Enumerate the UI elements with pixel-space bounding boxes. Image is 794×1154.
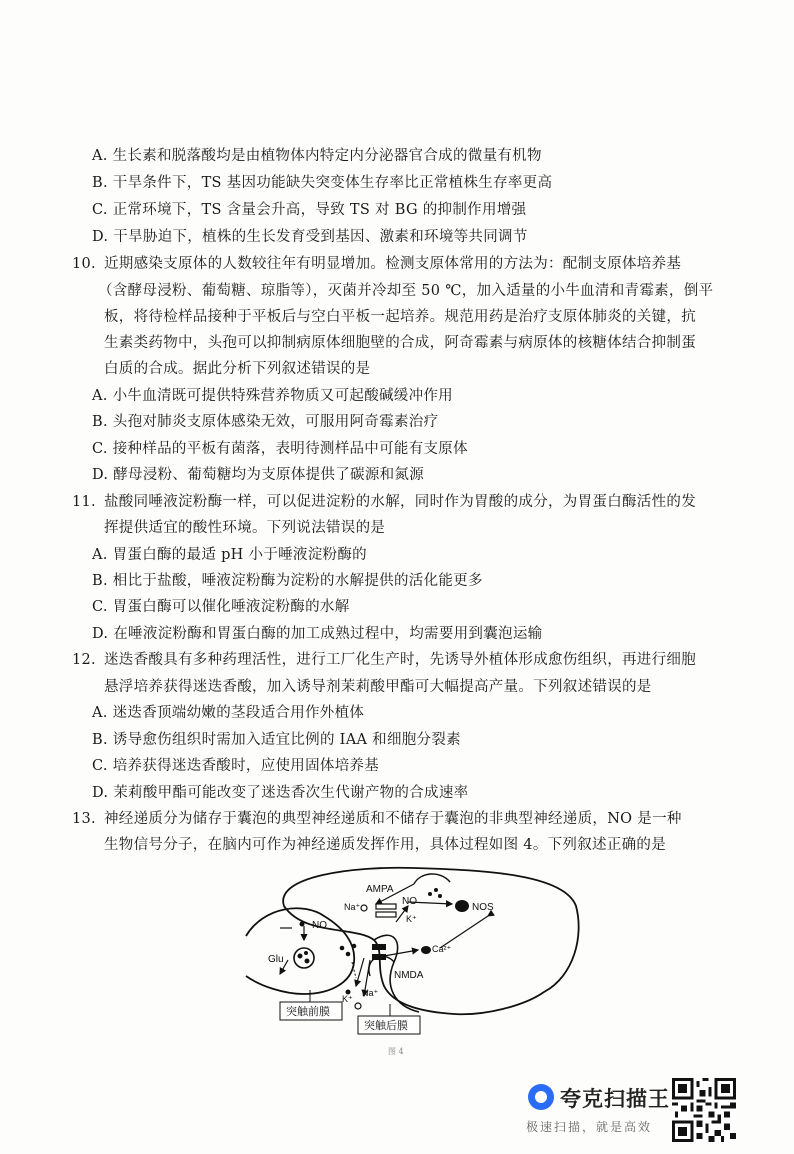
q12-option-a: A. 迷迭香顶端幼嫩的茎段适合用作外植体 <box>92 705 365 721</box>
q11-stem-line: 挥提供适宜的酸性环境。下列说法错误的是 <box>104 520 386 536</box>
q11-option-d: D. 在唾液淀粉酶和胃蛋白酶的加工成熟过程中，均需要用到囊泡运输 <box>92 626 543 642</box>
q12-stem-line: 迷迭香酸具有多种药理活性，进行工厂化生产时，先诱导外植体形成愈伤组织，再进行细胞 <box>104 652 696 668</box>
label-ampa: AMPA <box>366 884 394 895</box>
q9-option-a: A. 生长素和脱落酸均是由植物体内特定内分泌器官合成的微量有机物 <box>92 148 542 164</box>
vesicle <box>294 948 314 968</box>
q10-stem-line: 生素类药物中，头孢可以抑制病原体细胞壁的合成，阿奇霉素与病原体的核糖体结合抑制蛋 <box>104 335 696 351</box>
nos-enzyme <box>455 900 469 912</box>
label-na-bottom: Na⁺ <box>362 988 379 998</box>
figure-caption: 图 4 <box>388 1047 404 1056</box>
q10-stem-line: （含酵母浸粉、葡萄糖、琼脂等），灭菌并冷却至 50 ℃，加入适量的小牛血清和青霉素，倒平 <box>98 283 714 299</box>
glu-dot <box>438 894 442 898</box>
calcium-ion <box>421 946 431 954</box>
glu-dot <box>428 892 432 896</box>
label-ca: Ca²⁺ <box>432 944 452 954</box>
label-nos: NOS <box>472 902 494 913</box>
glu-dot <box>340 946 345 951</box>
glu-dot <box>298 954 303 959</box>
q10-stem-line: 白质的合成。据此分析下列叙述错误的是 <box>104 361 371 377</box>
q12-number: 12. <box>72 652 96 668</box>
q10-option-d: D. 酵母浸粉、葡萄糖均为支原体提供了碳源和氮源 <box>92 467 425 483</box>
nmda-receptor <box>372 944 386 950</box>
q11-option-c: C. 胃蛋白酶可以催化唾液淀粉酶的水解 <box>92 599 350 615</box>
q13-stem-line: 生物信号分子，在脑内可作为神经递质发挥作用，具体过程如图 4。下列叙述正确的是 <box>104 837 667 853</box>
q11-number: 11. <box>72 494 96 510</box>
q11-option-a: A. 胃蛋白酶的最适 pH 小于唾液淀粉酶的 <box>92 547 367 563</box>
postsynaptic-cell <box>283 868 578 1015</box>
label-k-top: K⁺ <box>406 914 417 924</box>
q11-option-b: B. 相比于盐酸，唾液淀粉酶为淀粉的水解提供的活化能更多 <box>92 573 483 589</box>
q9-option-b: B. 干旱条件下，TS 基因功能缺失突变体生存率比正常植株生存率更高 <box>92 175 553 191</box>
qr-code-icon <box>672 1078 736 1142</box>
post-inner-bump <box>414 874 450 884</box>
q13-stem-line: 神经递质分为储存于囊泡的典型神经递质和不储存于囊泡的非典型神经递质，NO 是一种 <box>104 811 682 827</box>
na-ion <box>355 1003 361 1009</box>
q10-stem-line: 板，将待检样品接种于平板后与空白平板一起培养。规范用药是治疗支原体肺炎的关键，抗 <box>104 309 696 325</box>
q10-stem-line: 近期感染支原体的人数较往年有明显增加。检测支原体常用的方法为：配制支原体培养基 <box>104 256 682 272</box>
q13-number: 13. <box>72 811 96 827</box>
label-glu: Glu <box>268 954 284 965</box>
q10-number: 10. <box>72 256 96 272</box>
ampa-receptor <box>376 904 396 909</box>
scanner-watermark <box>522 1080 672 1140</box>
na-ion <box>361 905 367 911</box>
q9-option-d: D. 干旱胁迫下，植株的生长发育受到基因、激素和环境等共同调节 <box>92 229 528 245</box>
label-k-bottom: K⁺ <box>342 994 353 1004</box>
label-pre-membrane: 突触前膜 <box>286 1006 330 1018</box>
glu-dot <box>434 888 438 892</box>
label-na-top: Na⁺ <box>344 902 361 912</box>
q11-stem-line: 盐酸同唾液淀粉酶一样，可以促进淀粉的水解，同时作为胃酸的成分，为胃蛋白酶活性的发 <box>104 494 696 510</box>
q12-option-b: B. 诱导愈伤组织时需加入适宜比例的 IAA 和细胞分裂素 <box>92 732 461 748</box>
label-post-membrane: 突触后膜 <box>364 1020 408 1032</box>
q9-option-c: C. 正常环境下，TS 含量会升高，导致 TS 对 BG 的抑制作用增强 <box>92 202 527 218</box>
app-name: 夸克扫描王 <box>560 1087 670 1111</box>
app-slogan: 极速扫描，就是高效 <box>526 1120 653 1134</box>
q12-option-c: C. 培养获得迷迭香酸时，应使用固体培养基 <box>92 758 380 774</box>
glu-dot <box>352 944 357 949</box>
label-no-left: NO <box>312 920 327 931</box>
q10-option-c: C. 接种样品的平板有菌落，表明待测样品中可能有支原体 <box>92 441 468 457</box>
label-no-top: NO <box>402 896 417 907</box>
glu-dot <box>305 959 310 964</box>
q12-option-d: D. 茉莉酸甲酯可能改变了迷迭香次生代谢产物的合成速率 <box>92 785 469 801</box>
label-nmda: NMDA <box>394 970 424 981</box>
q10-option-a: A. 小牛血清既可提供特殊营养物质又可起酸碱缓冲作用 <box>92 388 453 404</box>
glu-dot <box>346 952 351 957</box>
q10-option-b: B. 头孢对肺炎支原体感染无效，可服用阿奇霉素治疗 <box>92 414 439 430</box>
q12-stem-line: 悬浮培养获得迷迭香酸，加入诱导剂茉莉酸甲酯可大幅提高产量。下列叙述错误的是 <box>104 679 652 695</box>
glu-dot <box>304 951 308 955</box>
no-molecule <box>300 922 305 927</box>
quark-logo-icon <box>528 1084 554 1110</box>
synapse-diagram <box>244 866 584 1046</box>
